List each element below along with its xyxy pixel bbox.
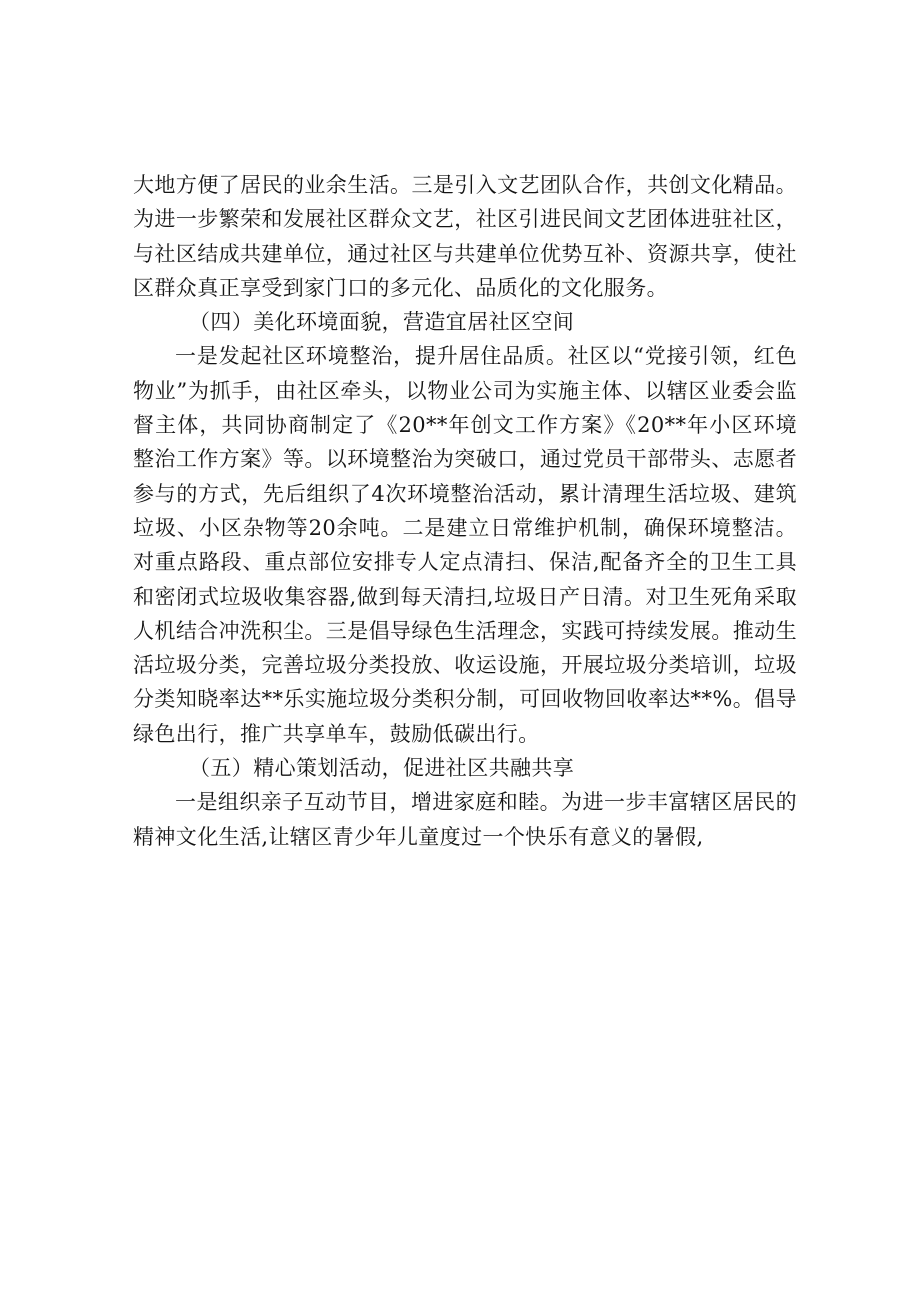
paragraph-family-activities: 一是组织亲子互动节目，增进家庭和睦。为进一步丰富辖区居民的精神文化生活,让辖区青少年儿童度过一个快乐有意义的暑假, [133,790,797,849]
section-heading-activities: （五）精心策划活动，促进社区共融共享 [189,756,575,781]
document-body [133,168,797,854]
section-heading-environment: （四）美化环境面貌，营造宜居社区空间 [189,310,575,335]
paragraph-environment-improvement: 一是发起社区环境整治，提升居住品质。社区以“党接引领，红色物业”为抓手，由社区牵头，以物业公司为实施主体、以辖区业委会监督主体，共同协商制定了《20**年创文工作方案》《20**年小区环境整治工作方案》等。以环境整治为突破口，通过党员干部带头、志愿者参与的方式，先后组织了4次环境整治活动，累计清理生活垃圾、建筑垃圾、小区杂物等20余吨。二是建立日常维护机制，确保环境整洁。对重点路段、重点部位安排专人定点清扫、保洁,配备齐全的卫生工具和密闭式垃圾收集容器,做到每天清扫,垃圾日产日清。对卫生死角采取人机结合冲洗积尘。三是倡导绿色生活理念，实践可持续发展。推动生活垃圾分类，完善垃圾分类投放、收运设施，开展垃圾分类培训，垃圾分类知晓率达**乐实施垃圾分类积分制，可回收物回收率达**%。倡导绿色出行，推广共享单车，鼓励低碳出行。 [133,344,797,746]
paragraph-cultural-services: 大地方便了居民的业余生活。三是引入文艺团队合作，共创文化精品。为进一步繁荣和发展社区群众文艺，社区引进民间文艺团体进驻社区，与社区结成共建单位，通过社区与共建单位优势互补、资源共享，使社区群众真正享受到家门口的多元化、品质化的文化服务。 [133,173,797,300]
